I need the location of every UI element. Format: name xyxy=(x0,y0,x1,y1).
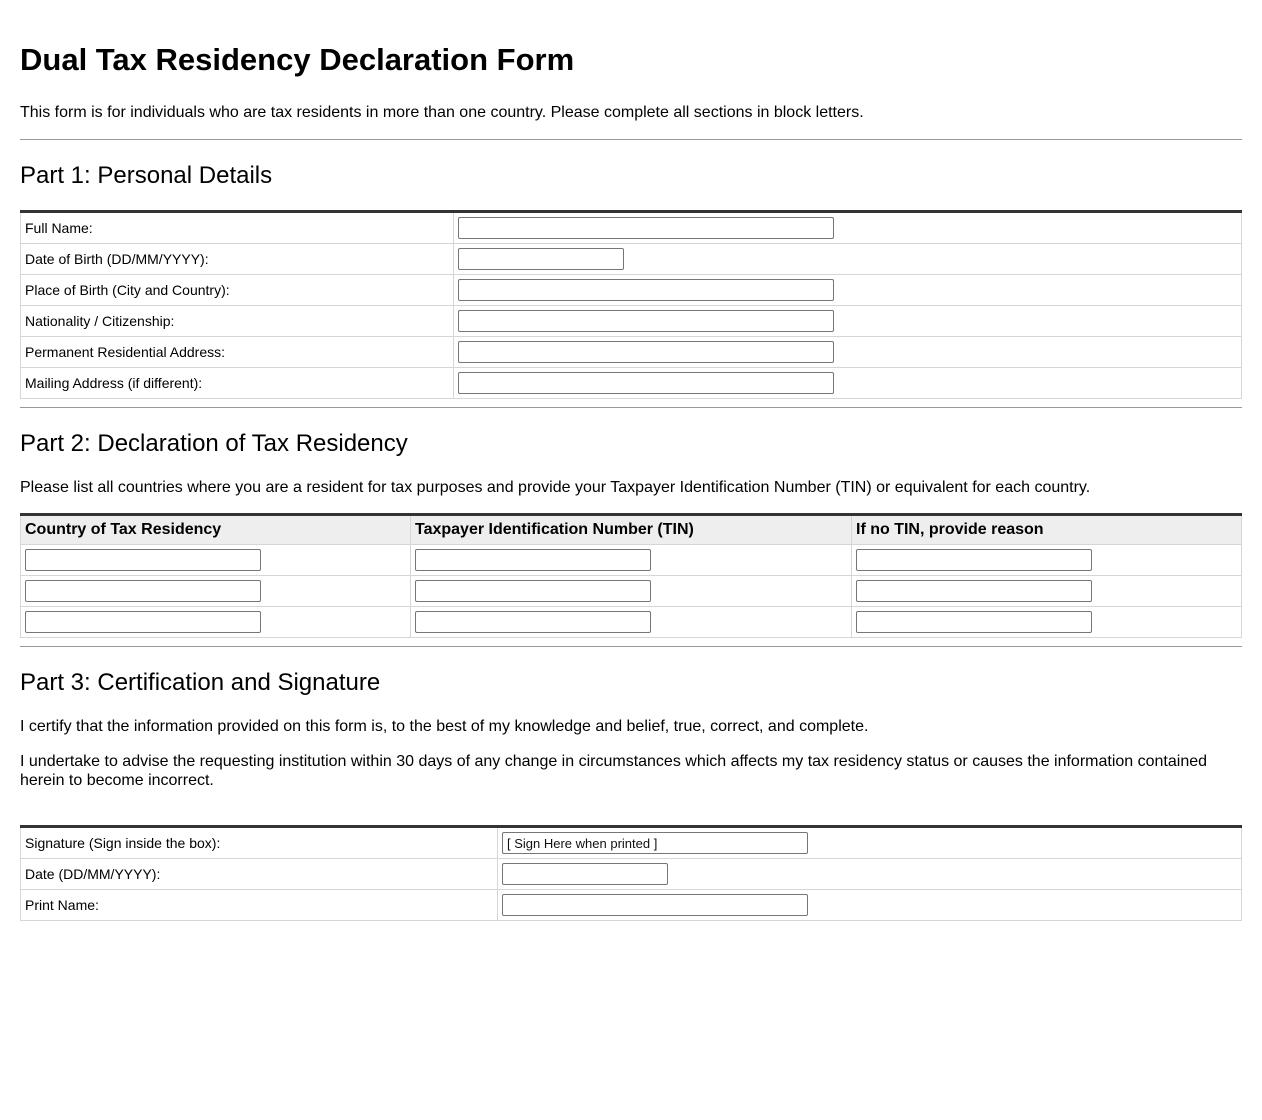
table-row xyxy=(21,545,1242,576)
part2-heading: Part 2: Declaration of Tax Residency xyxy=(20,430,408,457)
country-input[interactable] xyxy=(25,549,261,571)
table-row xyxy=(21,607,1242,638)
part1-heading: Part 1: Personal Details xyxy=(20,162,273,189)
signature-input[interactable] xyxy=(502,832,808,854)
signature-label: Signature (Sign inside the box): xyxy=(21,827,498,859)
no-tin-reason-input[interactable] xyxy=(856,580,1092,602)
tin-input[interactable] xyxy=(415,549,651,571)
table-header-row xyxy=(21,515,1242,545)
date-of-birth-label: Date of Birth (DD/MM/YYYY): xyxy=(21,244,454,275)
table-row xyxy=(21,306,1242,337)
table-row xyxy=(21,275,1242,306)
place-of-birth-label: Place of Birth (City and Country): xyxy=(21,275,454,306)
tin-input[interactable] xyxy=(415,611,651,633)
table-row xyxy=(21,337,1242,368)
intro-text: This form is for individuals who are tax residents in more than one country. Please complete all sections in block letters. xyxy=(20,104,864,121)
column-header-tin: Taxpayer Identification Number (TIN) xyxy=(411,515,852,545)
signature-table xyxy=(20,825,1242,921)
nationality-label: Nationality / Citizenship: xyxy=(21,306,454,337)
tax-residency-table xyxy=(20,513,1242,638)
place-of-birth-input[interactable] xyxy=(458,279,834,301)
table-row xyxy=(21,212,1242,244)
country-input[interactable] xyxy=(25,580,261,602)
residential-address-label: Permanent Residential Address: xyxy=(21,337,454,368)
table-row xyxy=(21,244,1242,275)
table-row xyxy=(21,890,1242,921)
table-row xyxy=(21,827,1242,859)
column-header-reason: If no TIN, provide reason xyxy=(852,515,1242,545)
mailing-address-label: Mailing Address (if different): xyxy=(21,368,454,399)
page-title: Dual Tax Residency Declaration Form xyxy=(20,42,575,77)
column-header-country: Country of Tax Residency xyxy=(21,515,411,545)
no-tin-reason-input[interactable] xyxy=(856,549,1092,571)
print-name-label: Print Name: xyxy=(21,890,498,921)
table-row xyxy=(21,368,1242,399)
no-tin-reason-input[interactable] xyxy=(856,611,1092,633)
table-row xyxy=(21,859,1242,890)
personal-details-table xyxy=(20,210,1242,399)
full-name-input[interactable] xyxy=(458,217,834,239)
country-input[interactable] xyxy=(25,611,261,633)
full-name-label: Full Name: xyxy=(21,212,454,244)
certification-statement: I certify that the information provided on this form is, to the best of my knowledge and belief, true, correct, and complete. xyxy=(20,718,869,735)
signature-date-label: Date (DD/MM/YYYY): xyxy=(21,859,498,890)
residential-address-input[interactable] xyxy=(458,341,834,363)
part3-heading: Part 3: Certification and Signature xyxy=(20,669,381,696)
nationality-input[interactable] xyxy=(458,310,834,332)
tin-input[interactable] xyxy=(415,580,651,602)
print-name-input[interactable] xyxy=(502,894,808,916)
table-row xyxy=(21,576,1242,607)
part2-instructions: Please list all countries where you are a resident for tax purposes and provide your Taxpayer Identification Number (TIN) or equivalent for each country. xyxy=(20,479,1091,496)
signature-date-input[interactable] xyxy=(502,863,668,885)
mailing-address-input[interactable] xyxy=(458,372,834,394)
undertaking-statement: I undertake to advise the requesting institution within 30 days of any change in circumstances which affects my tax residency status or causes the information contained herein to become incorrect. xyxy=(20,753,1208,789)
date-of-birth-input[interactable] xyxy=(458,248,624,270)
